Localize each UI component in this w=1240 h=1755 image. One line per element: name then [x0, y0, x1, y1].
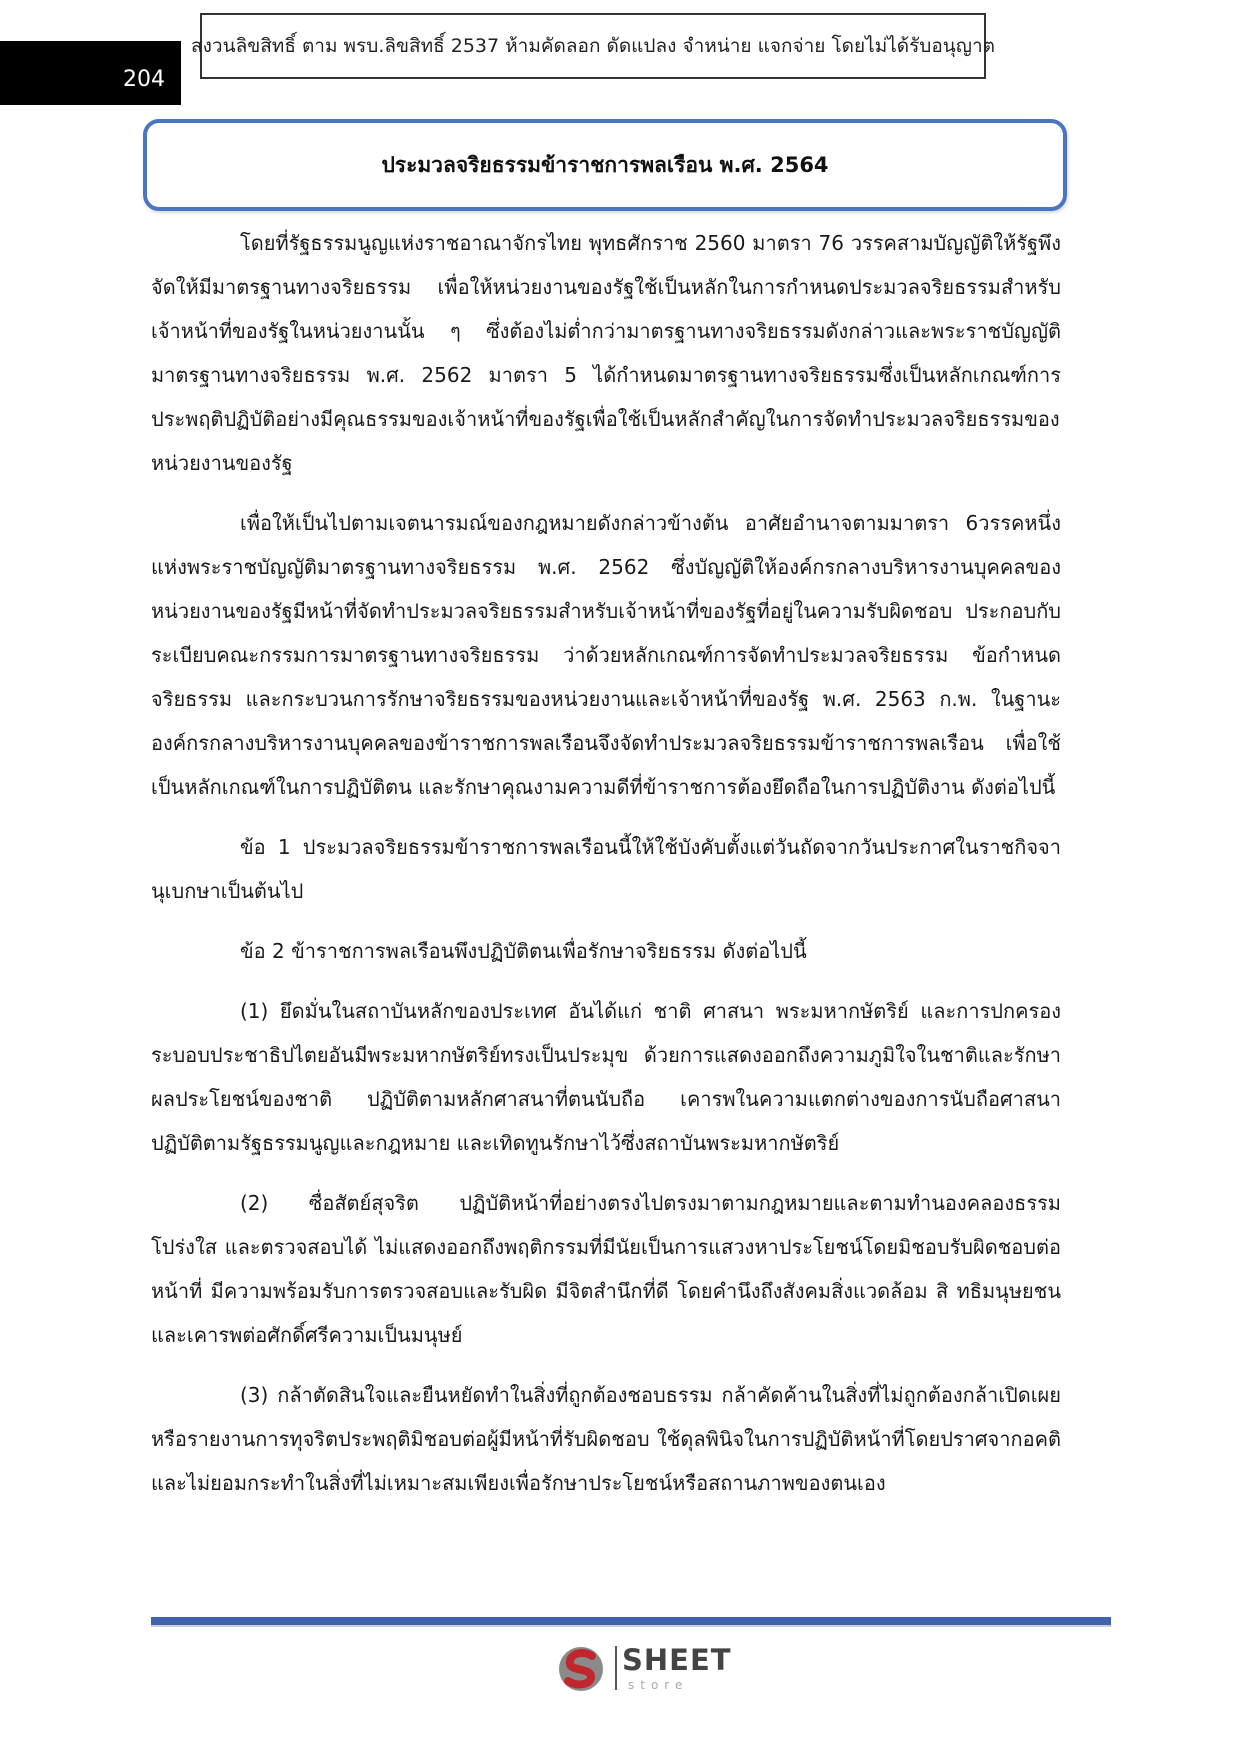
- paragraph: (2) ซื่อสัตย์สุจริต ปฏิบัติหน้าที่อย่างตรงไปตรงมาตามกฎหมายและตามทำนองคลองธรรม โปร่งใส และตรวจสอบได้ ไม่แสดงออกถึงพฤติกรรมที่มีนัยเป็นการแสวงหาประโยชน์โดยมิชอบรับผิดชอบต่อหน้าที่ มีความพร้อมรับการตรวจสอบและรับผิด มีจิตสำนึกที่ดี โดยคำนึงถึงสังคมสิ่งแวดล้อม สิ ทธิมนุษยชน และเคารพต่อศักดิ์ศรีความเป็นมนุษย์: [151, 1191, 1061, 1347]
- sheet-logo-icon: [556, 1644, 606, 1694]
- paragraph: โดยที่รัฐธรรมนูญแห่งราชอาณาจักรไทย พุทธศักราช 2560 มาตรา 76 วรรคสามบัญญัติให้รัฐพึงจัดให้มีมาตรฐานทางจริยธรรม เพื่อให้หน่วยงานของรัฐใช้เป็นหลักในการกำหนดประมวลจริยธรรมสำหรับเจ้าหน้าที่ของรัฐในหน่วยงานนั้น ๆ ซึ่งต้องไม่ต่ำกว่ามาตรฐานทางจริยธรรมดังกล่าวและพระราชบัญญัติมาตรฐานทางจริยธรรม พ.ศ. 2562 มาตรา 5 ได้กำหนดมาตรฐานทางจริยธรรมซึ่งเป็นหลักเกณฑ์การประพฤติปฏิบัติอย่างมีคุณธรรมของเจ้าหน้าที่ของรัฐเพื่อใช้เป็นหลักสำคัญในการจัดทำประมวลจริยธรรมของหน่วยงานของรัฐ: [151, 231, 1061, 475]
- paragraph: ข้อ 2 ข้าราชการพลเรือนพึงปฏิบัติตนเพื่อรักษาจริยธรรม ดังต่อไปนี้: [240, 939, 807, 963]
- paragraph: ข้อ 1 ประมวลจริยธรรมข้าราชการพลเรือนนี้ให้ใช้บังคับตั้งแต่วันถัดจากวันประกาศในราชกิจจานุเบกษาเป็นต้นไป: [151, 835, 1061, 903]
- paragraph: (1) ยึดมั่นในสถาบันหลักของประเทศ อันได้แก่ ชาติ ศาสนา พระมหากษัตริย์ และการปกครองระบอบประชาธิปไตยอันมีพระมหากษัตริย์ทรงเป็นประมุข ด้วยการแสดงออกถึงความภูมิใจในชาติและรักษาผลประโยชน์ของชาติ ปฏิบัติตามหลักศาสนาที่ตนนับถือ เคารพในความแตกต่างของการนับถือศาสนา ปฏิบัติตามรัฐธรรมนูญและกฎหมาย และเทิดทูนรักษาไว้ซึ่งสถาบันพระมหากษัตริย์: [151, 999, 1061, 1155]
- document-title: ประมวลจริยธรรมข้าราชการพลเรือน พ.ศ. 2564: [381, 152, 829, 177]
- page-number-box: [0, 41, 181, 105]
- logo-wordmark: SHEET: [622, 1643, 732, 1677]
- footer-rule: [151, 1617, 1111, 1625]
- logo-subtitle: store: [628, 1678, 689, 1692]
- paragraph: เพื่อให้เป็นไปตามเจตนารมณ์ของกฎหมายดังกล่าวข้างต้น อาศัยอำนาจตามมาตรา 6วรรคหนึ่งแห่งพระราชบัญญัติมาตรฐานทางจริยธรรม พ.ศ. 2562 ซึ่งบัญญัติให้องค์กรกลางบริหารงานบุคคลของหน่วยงานของรัฐมีหน้าที่จัดทำประมวลจริยธรรมสำหรับเจ้าหน้าที่ของรัฐที่อยู่ในความรับผิดชอบ ประกอบกับระเบียบคณะกรรมการมาตรฐานทางจริยธรรม ว่าด้วยหลักเกณฑ์การจัดทำประมวลจริยธรรม ข้อกำหนดจริยธรรม และกระบวนการรักษาจริยธรรมของหน่วยงานและเจ้าหน้าที่ของรัฐ พ.ศ. 2563 ก.พ. ในฐานะองค์กรกลางบริหารงานบุคคลของข้าราชการพลเรือนจึงจัดทำประมวลจริยธรรมข้าราชการพลเรือน เพื่อใช้เป็นหลักเกณฑ์ในการปฏิบัติตน และรักษาคุณงามความดีที่ข้าราชการต้องยึดถือในการปฏิบัติงาน ดังต่อไปนี้: [151, 511, 1061, 799]
- paragraph: (3) กล้าตัดสินใจและยืนหยัดทำในสิ่งที่ถูกต้องชอบธรรม กล้าคัดค้านในสิ่งที่ไม่ถูกต้องกล้าเปิดเผยหรือรายงานการทุจริตประพฤติมิชอบต่อผู้มีหน้าที่รับผิดชอบ ใช้ดุลพินิจในการปฏิบัติหน้าที่โดยปราศจากอคติ และไม่ยอมกระทำในสิ่งที่ไม่เหมาะสมเพียงเพื่อรักษาประโยชน์หรือสถานภาพของตนเอง: [151, 1383, 1061, 1495]
- sheet-store-logo: [556, 1642, 732, 1698]
- page-number: 204: [123, 67, 165, 92]
- logo-divider: [615, 1646, 617, 1690]
- title-box: [143, 119, 1067, 211]
- document-body: [151, 221, 1061, 1521]
- copyright-notice: สงวนลิขสิทธิ์ ตาม พรบ.ลิขสิทธิ์ 2537 ห้ามคัดลอก ดัดแปลง จำหน่าย แจกจ่าย โดยไม่ได้รับอนุญาต: [200, 13, 986, 79]
